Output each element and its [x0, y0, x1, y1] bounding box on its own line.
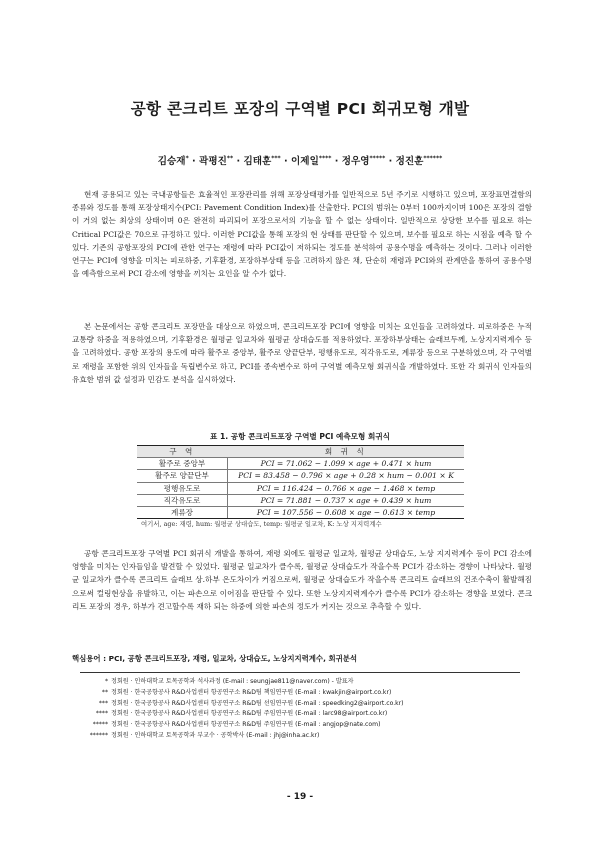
table-caption: 표 1. 공항 콘크리트포장 구역별 PCI 예측모형 회귀식 [209, 432, 390, 441]
footnote-mark: ** [101, 688, 108, 696]
footnote [80, 699, 520, 710]
table-note: 여기서, age: 재령, hum: 월평균 상대습도, temp: 월평균 일교차, K: 노상 지지력계수 [141, 520, 382, 528]
footnote-text: 정회원 · 인하대학교 토목공학과 부교수 · 공학박사 (E-mail : jhj@inha.ac.kr) [111, 731, 320, 739]
author-separator: · [233, 156, 244, 167]
equation-cell: PCI = 71.062 − 1.099 × age + 0.471 × hum [228, 458, 465, 470]
footnote-mark: **** [95, 710, 108, 718]
footnotes [80, 672, 520, 742]
table-row [137, 482, 464, 494]
author: 정진훈 [395, 156, 424, 167]
paragraph-text: 현재 공용되고 있는 국내공항들은 효율적인 포장관리를 위해 포장상태평가를 일반적으로 5년 주기로 시행하고 있으며, 포장표면결함의 종류와 정도를 통해 포장상태지수(PCI: Pavement Condition Index)를 산출한다. PCI의 범위는 0부터 100까지이며 100은 포장의 결함이 거의 없는 최상의 상태이며 0은 완전히 파괴되어 포장으로서의 기능을 할 수 없는 상태이다. 일반적으로 상당한 보수를 필요로 하는 Critical PCI값은 70으로 규정하고 있다. 이러한 PCI값을 통해 포장의 현 상태를 판단할 수 있으며, 보수를 필요로 하는 시점을 예측 할 수 있다. 기존의 공항포장의 PCI에 관한 연구는 재령에 따라 PCI값이 저하되는 정도를 분석하여 공용수명을 예측하는 것이다. 그러나 이러한 연구는 PCI에 영향을 미치는 피로하중, 기후환경, 포장하부상태 등을 고려하지 않은 채, 단순히 재령과 PCI와의 관계만을 통하여 공용수명을 예측함으로써 PCI 감소에 영향을 끼치는 요인을 알 수가 없다. [72, 190, 532, 279]
zone-cell: 활주로 양끝단부 [137, 470, 228, 482]
zone-cell: 평행유도로 [137, 482, 228, 494]
author-separator: · [188, 156, 200, 167]
table-row [137, 458, 464, 470]
zone-cell: 계류장 [137, 506, 228, 518]
abstract-paragraph-2 [72, 320, 532, 386]
abstract-paragraph-3 [72, 547, 532, 613]
author-separator: · [385, 156, 396, 167]
author-mark: ***** [369, 154, 386, 162]
footnote-mark: ***** [92, 721, 108, 729]
footnote-text: 정회원 · 한국공항공사 R&D사업센터 항공연구소 R&D팀 주임연구원 (E-mail : larc98@airport.co.kr) [111, 710, 388, 718]
footnote-text: 정회원 · 인하대학교 토목공학과 석사과정 (E-mail : seungjae811@naver.com) - 발표자 [111, 678, 354, 685]
page-number: - 19 - [286, 792, 314, 802]
abstract-paragraph-1 [72, 188, 532, 280]
equation-cell: PCI = 107.556 − 0.608 × age − 0.613 × temp [228, 506, 465, 518]
equation-cell: PCI = 116.424 − 0.766 × age − 1.468 × temp [228, 482, 465, 494]
zone-cell: 직각유도로 [137, 494, 228, 506]
author-mark: *** [271, 154, 281, 162]
footnote-text: 정회원 · 한국공항공사 R&D사업센터 항공연구소 R&D팀 책임연구원 (E-mail : kwakjin@airport.co.kr) [111, 688, 392, 696]
footnote-mark: *** [98, 699, 108, 707]
author-separator: · [280, 156, 292, 167]
column-header-equation: 회 귀 식 [228, 446, 465, 458]
author-list [0, 153, 600, 167]
table-row [137, 494, 464, 506]
column-header-zone: 구 역 [137, 446, 228, 458]
author-mark: * [185, 154, 189, 162]
author: 김승재 [157, 156, 186, 167]
author-mark: **** [318, 154, 332, 162]
footnote [80, 688, 520, 699]
table-row [137, 470, 464, 482]
zone-cell: 활주로 중앙부 [137, 458, 228, 470]
paper-title: 공항 콘크리트 포장의 구역별 PCI 회귀모형 개발 [130, 100, 470, 118]
footnote-text: 정회원 · 한국공항공사 R&D사업센터 항공연구소 R&D팀 선임연구원 (E-mail : speedking2@airport.co.kr) [111, 699, 404, 707]
table-row [137, 506, 464, 518]
author-separator: · [331, 156, 342, 167]
paragraph-text: 공항 콘크리트포장 구역별 PCI 회귀식 개발을 통하여, 재령 외에도 월평균 일교차, 월평균 상대습도, 노상 지지력계수 등이 PCI 감소에 영향을 미치는 인자들임을 발견할 수 있었다. 월평균 일교차가 클수록, 월평균 상대습도가 작을수록 PCI가 감소하는 경향이 나타났다. 월평균 일교차가 클수록 콘크리트 슬래브 상.하부 온도차이가 커짐으로써, 월평균 상대습도가 작을수록 콘크리트 슬래브의 건조수축이 활발해짐으로써 컬링현상을 유발하고, 이는 파손으로 이어짐을 판단할 수 있다. 또한 노상지지력계수가 클수록 PCI가 감소하는 경향을 보였다. 콘크리트 포장의 경우, 하부가 견고할수록 재하 되는 하중에 의한 파손의 정도가 커지는 것으로 추측할 수 있다. [72, 549, 532, 611]
equation-cell: PCI = 71.881 − 0.737 × age + 0.439 × hum [228, 494, 465, 506]
table-header-row [137, 446, 464, 458]
footnote-mark: ****** [89, 731, 108, 739]
equation-cell: PCI = 83.458 − 0.796 × age + 0.28 × hum − 0.001 × K [228, 470, 465, 482]
keywords: 핵심용어 : PCI, 공항 콘크리트포장, 재령, 일교차, 상대습도, 노상지지력계수, 회귀분석 [72, 654, 358, 663]
author: 곽평진 [199, 156, 227, 167]
footnote-text: 정회원 · 한국공항공사 R&D사업센터 항공연구소 R&D팀 주임연구원 (E-mail : angjop@nate.com) [111, 721, 381, 729]
footnote [80, 720, 520, 731]
author-mark: ****** [423, 154, 443, 162]
author: 김태훈 [243, 156, 272, 167]
regression-table [137, 445, 464, 519]
author: 이제일 [291, 156, 319, 167]
footnote [80, 677, 520, 688]
footnote-mark: * [104, 678, 108, 685]
footnote [80, 731, 520, 742]
author: 정우영 [341, 156, 370, 167]
author-mark: ** [226, 154, 234, 162]
paragraph-text: 본 논문에서는 공항 콘크리트 포장만을 대상으로 하였으며, 콘크리트포장 PCI에 영향을 미치는 요인들을 고려하였다. 피로하중은 누적교통량 하중을 적용하였으며, 기후환경은 월평균 일교차와 월평균 상대습도를 적용하였다. 포장하부상태는 슬래브두께, 노상지지력계수 등을 고려하였다. 공항 포장의 용도에 따라 활주로 중앙부, 활주로 양끝단부, 평행유도로, 직각유도로, 계류장 등으로 구분하였으며, 각 구역별로 재령을 포함한 위의 인자들을 독립변수로 하고, PCI를 종속변수로 하여 구역별 예측모형 회귀식을 개발하였다. 또한 각 회귀식 인자들의 유효한 범위 값 설정과 민감도 분석을 실시하였다. [72, 322, 532, 384]
footnote [80, 709, 520, 720]
